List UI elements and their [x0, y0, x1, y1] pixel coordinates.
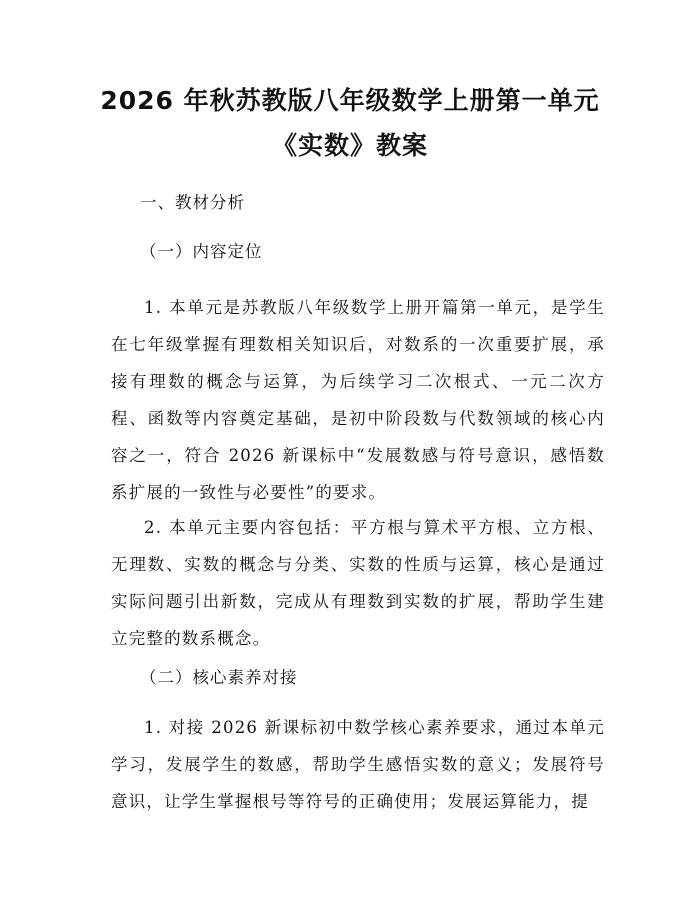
paragraph-core-literacy: 1. 对接 2026 新课标初中数学核心素养要求，通过本单元学习，发展学生的数感，帮助学生感悟实数的意义；发展符号意识，让学生掌握根号等符号的正确使用；发展运算能力，提: [111, 718, 605, 811]
subsection-heading-content-positioning: （一）内容定位: [140, 242, 263, 261]
paragraph-unit-positioning: 1. 本单元是苏教版八年级数学上册开篇第一单元，是学生在七年级掌握有理数相关知识后，对数系的一次重要扩展，承接有理数的概念与运算，为后续学习二次根式、一元二次方程、函数等内容奠定基础，是初中阶段数与代数领域的核心内容之一，符合 2026 新课标中“发展数感与符号意识，感悟数系扩展的一致性与必要性”的要求。: [111, 298, 605, 502]
document-title-line2: 《实数》教案: [271, 131, 428, 160]
paragraph-unit-contents: 2. 本单元主要内容包括：平方根与算术平方根、立方根、无理数、实数的概念与分类、实数的性质与运算，核心是通过实际问题引出新数，完成从有理数到实数的扩展，帮助学生建立完整的数系概念。: [111, 518, 605, 648]
document-title-line1: 2026 年秋苏教版八年级数学上册第一单元: [100, 86, 600, 115]
section-heading-materials-analysis: 一、教材分析: [140, 193, 245, 212]
subsection-heading-core-literacy: （二）核心素养对接: [140, 668, 298, 687]
